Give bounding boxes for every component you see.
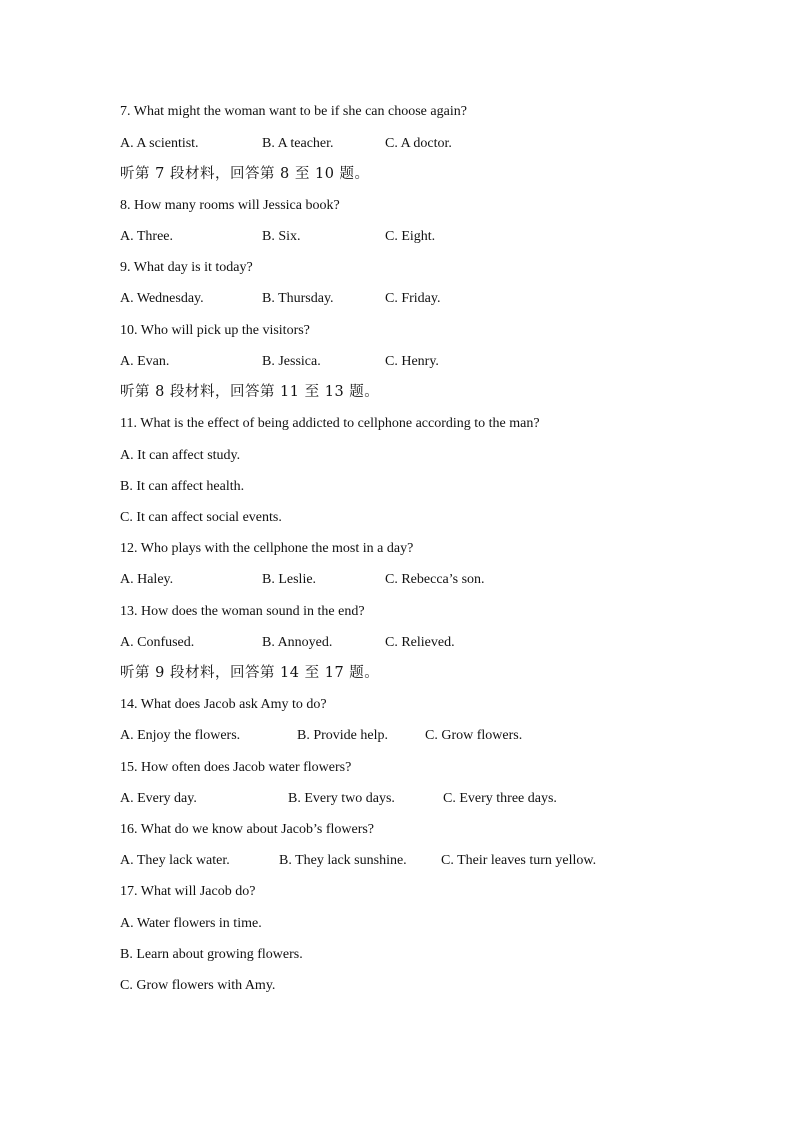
q10-option-a: A. Evan. [120, 354, 170, 369]
q13-option-a: A. Confused. [120, 635, 195, 650]
question-10: 10. Who will pick up the visitors? [120, 323, 310, 338]
question-16: 16. What do we know about Jacob’s flowers? [120, 822, 375, 837]
q12-option-c: C. Rebecca’s son. [385, 572, 485, 587]
q12-option-b: B. Leslie. [262, 572, 317, 587]
section-9-heading: 听第 9 段材料，回答第 14 至 17 题。 [120, 665, 380, 681]
q11-option-a: A. It can affect study. [120, 448, 241, 463]
question-14: 14. What does Jacob ask Amy to do? [120, 697, 327, 712]
q13-option-c: C. Relieved. [385, 635, 455, 650]
section-8-heading: 听第 8 段材料，回答第 11 至 13 题。 [120, 384, 380, 400]
q10-option-b: B. Jessica. [262, 354, 321, 369]
q8-option-b: B. Six. [262, 229, 301, 244]
q9-option-b: B. Thursday. [262, 291, 334, 306]
q17-option-b: B. Learn about growing flowers. [120, 947, 303, 962]
q8-option-a: A. Three. [120, 229, 173, 244]
q16-option-b: B. They lack sunshine. [279, 853, 407, 868]
question-7: 7. What might the woman want to be if she can choose again? [120, 104, 467, 119]
q8-option-c: C. Eight. [385, 229, 436, 244]
question-9: 9. What day is it today? [120, 260, 253, 275]
q7-option-b: B. A teacher. [262, 136, 334, 151]
q11-option-b: B. It can affect health. [120, 479, 245, 494]
q16-option-c: C. Their leaves turn yellow. [441, 853, 597, 868]
question-17: 17. What will Jacob do? [120, 884, 256, 899]
q9-option-c: C. Friday. [385, 291, 441, 306]
question-12: 12. Who plays with the cellphone the most in a day? [120, 541, 414, 556]
q9-option-a: A. Wednesday. [120, 291, 204, 306]
q12-option-a: A. Haley. [120, 572, 174, 587]
q13-option-b: B. Annoyed. [262, 635, 333, 650]
q15-option-c: C. Every three days. [443, 791, 557, 806]
q11-option-c: C. It can affect social events. [120, 510, 282, 525]
q15-option-b: B. Every two days. [288, 791, 395, 806]
q16-option-a: A. They lack water. [120, 853, 230, 868]
question-8: 8. How many rooms will Jessica book? [120, 198, 340, 213]
q17-option-c: C. Grow flowers with Amy. [120, 978, 276, 993]
q17-option-a: A. Water flowers in time. [120, 916, 262, 931]
q10-option-c: C. Henry. [385, 354, 439, 369]
q14-option-c: C. Grow flowers. [425, 728, 523, 743]
q7-option-a: A. A scientist. [120, 136, 199, 151]
q14-option-a: A. Enjoy the flowers. [120, 728, 241, 743]
question-11: 11. What is the effect of being addicted to cellphone according to the man? [120, 416, 540, 431]
q15-option-a: A. Every day. [120, 791, 197, 806]
q7-option-c: C. A doctor. [385, 136, 452, 151]
q14-option-b: B. Provide help. [297, 728, 388, 743]
question-13: 13. How does the woman sound in the end? [120, 604, 365, 619]
section-7-heading: 听第 7 段材料，回答第 8 至 10 题。 [120, 166, 370, 182]
question-15: 15. How often does Jacob water flowers? [120, 760, 352, 775]
